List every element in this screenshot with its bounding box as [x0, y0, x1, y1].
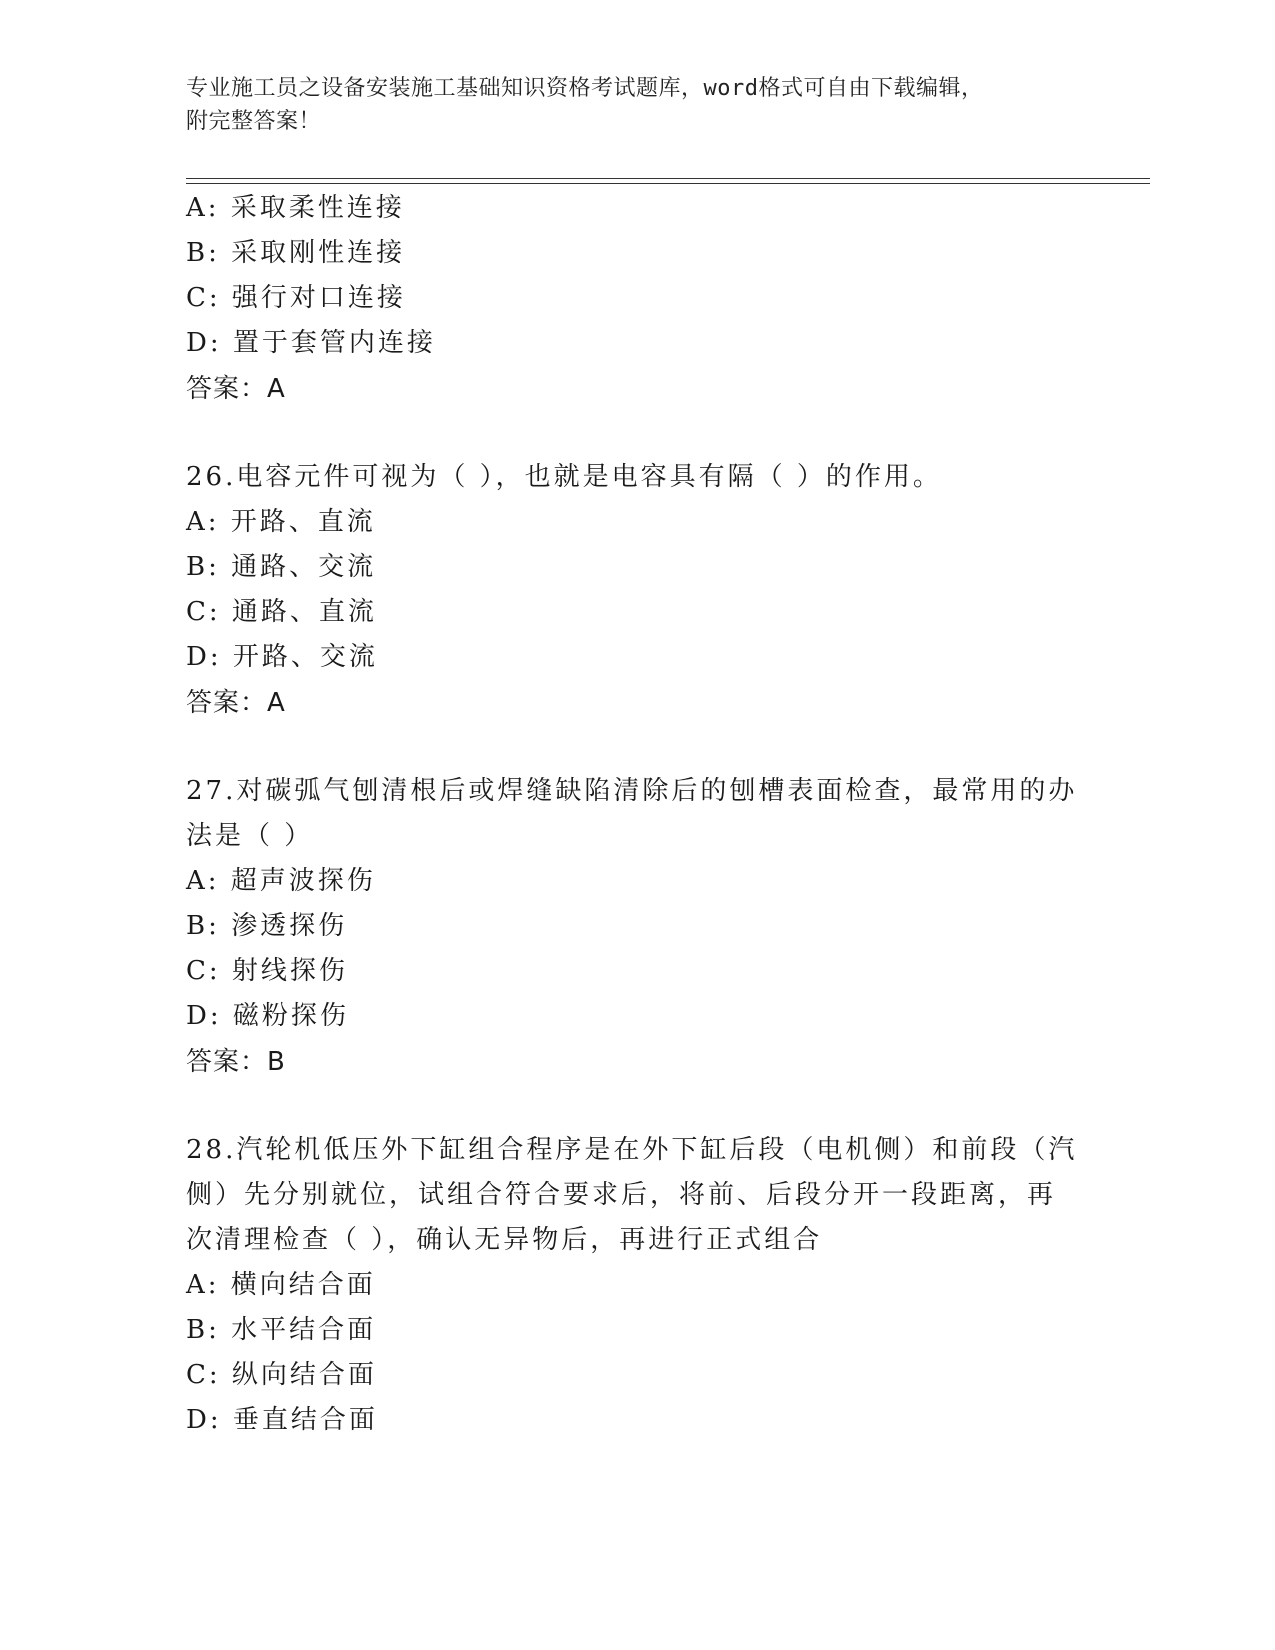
- header-line-2: 附完整答案！: [186, 109, 322, 134]
- q26-option-c: C: 通路、直流: [186, 597, 377, 627]
- q28-stem-line-3: 次清理检查（ ），确认无异物后，再进行正式组合: [186, 1225, 823, 1255]
- header-divider-bottom: [186, 183, 1150, 184]
- document-header: [186, 72, 1066, 138]
- q25-answer: 答案：A: [186, 374, 286, 404]
- q26-option-d: D: 开路、交流: [186, 642, 378, 672]
- q26-stem-line-1: 26.电容元件可视为（ ），也就是电容具有隔（ ）的作用。: [186, 462, 942, 492]
- q25-option-a: A: 采取柔性连接: [186, 193, 405, 223]
- q28-stem-line-2: 侧）先分别就位，试组合符合要求后，将前、后段分开一段距离，再: [186, 1180, 1057, 1210]
- q25-option-d: D: 置于套管内连接: [186, 328, 436, 358]
- q27-option-a: A: 超声波探伤: [186, 866, 376, 896]
- q26-answer: 答案：A: [186, 688, 286, 718]
- q28-option-c: C: 纵向结合面: [186, 1360, 377, 1390]
- q28-option-b: B: 水平结合面: [186, 1315, 377, 1345]
- q27-stem-line-2: 法是（ ）: [186, 821, 314, 851]
- q28-option-a: A: 横向结合面: [186, 1270, 376, 1300]
- header-divider-top: [186, 178, 1150, 179]
- q27-answer: 答案：B: [186, 1047, 286, 1077]
- q27-stem-line-1: 27.对碳弧气刨清根后或焊缝缺陷清除后的刨槽表面检查，最常用的办: [186, 776, 1078, 806]
- q27-option-d: D: 磁粉探伤: [186, 1001, 349, 1031]
- header-line-1: 专业施工员之设备安装施工基础知识资格考试题库，word格式可自由下载编辑，: [186, 76, 984, 101]
- q26-option-b: B: 通路、交流: [186, 552, 377, 582]
- q28-option-d: D: 垂直结合面: [186, 1405, 378, 1435]
- q27-option-c: C: 射线探伤: [186, 956, 348, 986]
- q27-option-b: B: 渗透探伤: [186, 911, 348, 941]
- q25-option-c: C: 强行对口连接: [186, 283, 406, 313]
- q26-option-a: A: 开路、直流: [186, 507, 376, 537]
- q28-stem-line-1: 28.汽轮机低压外下缸组合程序是在外下缸后段（电机侧）和前段（汽: [186, 1135, 1078, 1165]
- q25-option-b: B: 采取刚性连接: [186, 238, 406, 268]
